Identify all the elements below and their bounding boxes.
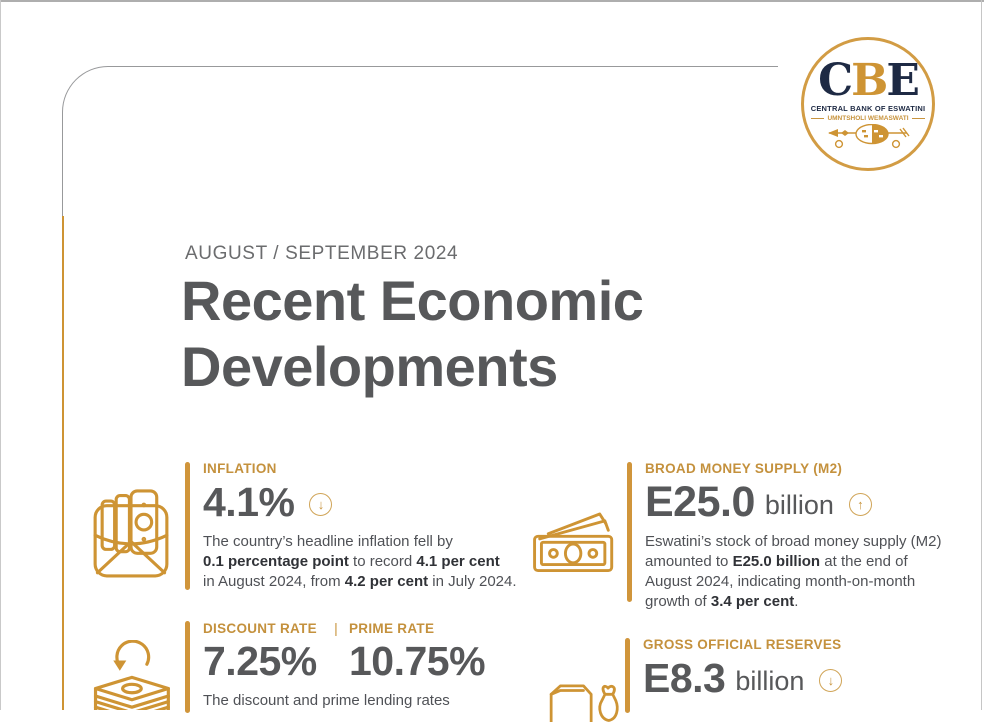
money-supply-trend-up-icon: ↑ <box>849 493 872 516</box>
money-supply-value: E25.0 <box>645 478 755 526</box>
inflation-accent-bar <box>185 462 190 590</box>
envelope-money-icon <box>92 487 170 579</box>
rates-accent-bar <box>185 621 190 713</box>
prime-rate-value: 10.75% <box>349 638 486 684</box>
discount-rate-label: DISCOUNT RATE <box>203 620 317 636</box>
cbe-logo-acronym <box>818 54 918 106</box>
page-title-line1: Recent Economic <box>181 269 644 332</box>
money-stack-refresh-icon <box>84 640 178 710</box>
logo-bank-name: CENTRAL BANK OF ESWATINI <box>810 103 926 113</box>
issue-period: AUGUST / SEPTEMBER 2024 <box>185 243 459 264</box>
inflation-label: INFLATION <box>203 461 277 476</box>
reserves-accent-bar <box>625 638 630 713</box>
reserves-value: E8.3 <box>643 655 726 701</box>
logo-letter-e: E <box>886 54 918 106</box>
rates-section <box>203 620 535 711</box>
logo-spear-shield-icon <box>826 124 910 150</box>
logo-letter-b: B <box>851 54 887 106</box>
logo-letter-c: C <box>818 54 852 106</box>
reserves-section <box>643 637 965 701</box>
inflation-description: The country’s headline inflation fell by 0.1 percentage point to record 4.1 per cent in August 2024, from 4.2 per cent in July 2024. <box>203 533 517 590</box>
chest-money-bag-icon <box>546 682 624 722</box>
inflation-section <box>203 461 525 592</box>
rates-values-row <box>203 638 535 684</box>
page-title <box>181 268 643 400</box>
page-frame-gold-line <box>62 216 64 710</box>
reserves-trend-down-icon: ↓ <box>819 669 842 692</box>
inflation-trend-down-icon: ↓ <box>309 493 332 516</box>
rates-description: The discount and prime lending rates <box>203 692 450 709</box>
reserves-unit: billion <box>735 665 805 696</box>
logo-motto: UMNTSHOLI WEMASWATI <box>811 115 924 122</box>
photo-left-edge <box>0 0 1 710</box>
reserves-label: GROSS OFFICIAL RESERVES <box>643 637 842 652</box>
discount-rate-value: 7.25% <box>203 638 317 684</box>
rates-separator: | <box>334 620 338 636</box>
money-supply-unit: billion <box>764 489 834 520</box>
photo-top-edge <box>0 0 984 2</box>
inflation-value: 4.1% <box>203 479 295 525</box>
money-supply-accent-bar <box>627 462 632 602</box>
page-title-line2: Developments <box>181 335 558 398</box>
banknotes-icon <box>531 508 617 574</box>
money-supply-description: Eswatini’s stock of broad money supply (M2) amounted to E25.0 billion at the end of August 2024, indicating month-on-month growth of 3.4 per cent. <box>645 533 942 610</box>
money-supply-label: BROAD MONEY SUPPLY (M2) <box>645 461 843 476</box>
cbe-logo <box>801 37 935 171</box>
money-supply-section <box>645 461 984 612</box>
rates-labels-row <box>203 620 535 636</box>
prime-rate-label: PRIME RATE <box>349 620 435 636</box>
page-frame-corner <box>62 66 778 219</box>
